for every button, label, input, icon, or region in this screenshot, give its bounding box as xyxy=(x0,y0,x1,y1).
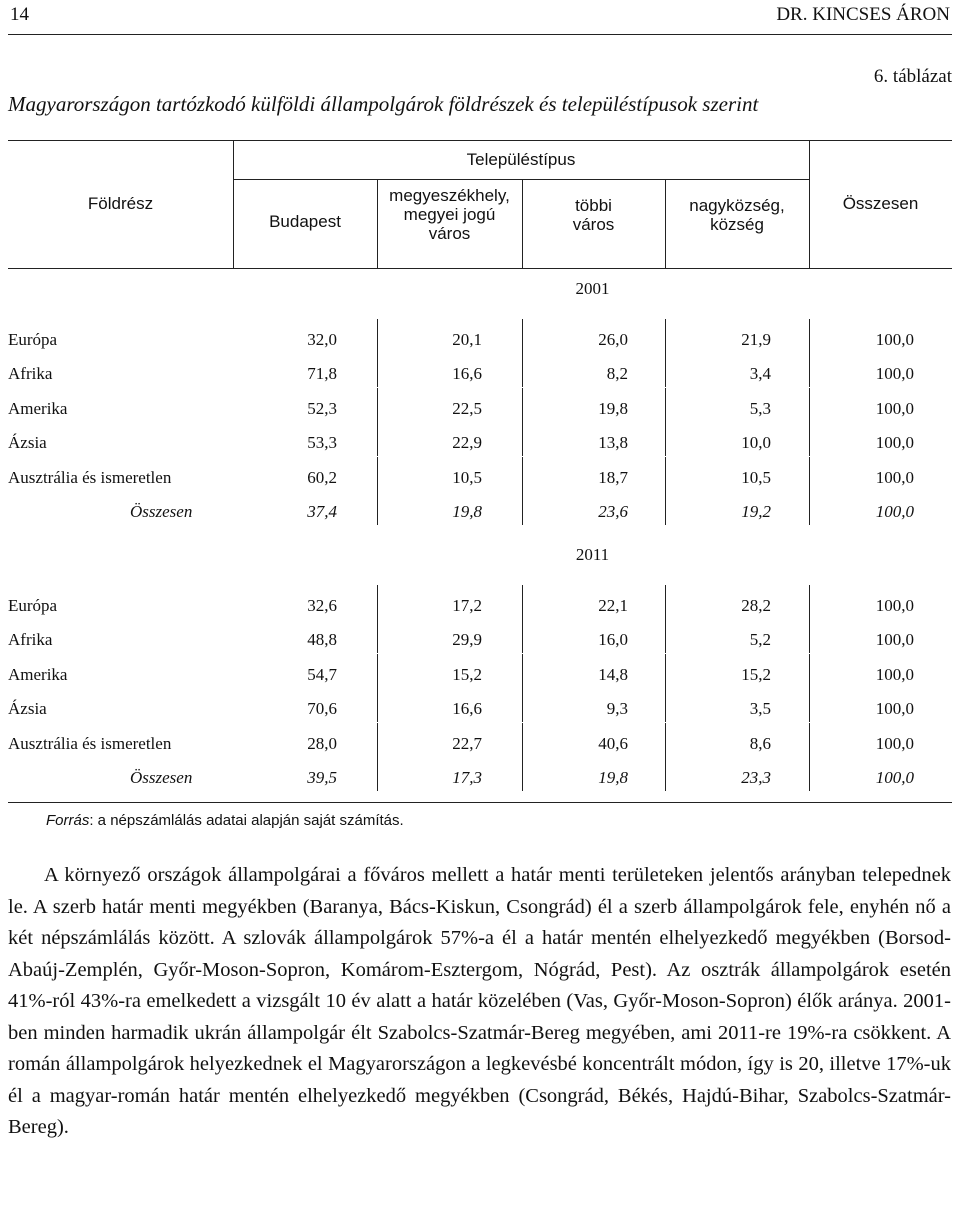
col-header-other-town: többi város xyxy=(572,196,615,234)
table-cell: 100,0 xyxy=(875,664,914,684)
table-cell: 15,2 xyxy=(741,664,771,684)
table-cell: 13,8 xyxy=(598,433,628,453)
cell-divider xyxy=(809,757,810,791)
cell-divider xyxy=(522,757,523,791)
cell-divider xyxy=(522,457,523,491)
cell-divider xyxy=(665,388,666,422)
table-cell: 22,5 xyxy=(452,398,482,418)
table-cell: 9,3 xyxy=(606,699,628,719)
cell-divider xyxy=(522,388,523,422)
table-cell: 100,0 xyxy=(875,630,914,650)
cell-divider xyxy=(522,619,523,653)
cell-divider xyxy=(665,319,666,353)
total-cell: 100,0 xyxy=(875,768,914,787)
table-cell: 3,4 xyxy=(749,364,771,384)
table-cell: 100,0 xyxy=(875,433,914,453)
table-cell: 70,6 xyxy=(307,699,337,719)
table-cell: 29,9 xyxy=(452,630,482,650)
table-cell: 21,9 xyxy=(741,330,771,349)
cell-divider xyxy=(665,491,666,525)
cell-divider xyxy=(377,723,378,757)
cell-divider xyxy=(665,457,666,491)
row-label: Afrika xyxy=(8,630,53,650)
cell-divider xyxy=(377,457,378,491)
table-cell: 22,1 xyxy=(598,596,628,615)
page-number: 14 xyxy=(10,4,29,25)
cell-divider xyxy=(809,654,810,688)
total-cell: 19,8 xyxy=(452,502,482,521)
cell-divider xyxy=(665,353,666,387)
table-cell: 15,2 xyxy=(452,664,482,684)
table-cell: 48,8 xyxy=(307,630,337,650)
cell-divider xyxy=(665,723,666,757)
cell-divider xyxy=(665,422,666,456)
col-header-county-seat: megyeszékhely, megyei jogú város xyxy=(389,186,510,243)
table-cell: 8,2 xyxy=(606,364,628,384)
total-cell: 23,3 xyxy=(741,768,771,787)
total-cell: 39,5 xyxy=(307,768,337,787)
row-label: Amerika xyxy=(8,398,68,418)
cell-divider xyxy=(665,619,666,653)
cell-divider xyxy=(377,353,378,387)
table-cell: 16,0 xyxy=(598,630,628,650)
cell-divider xyxy=(665,654,666,688)
table-top-rule xyxy=(8,140,952,141)
table-cell: 100,0 xyxy=(875,467,914,487)
cell-divider xyxy=(809,491,810,525)
row-label: Ausztrália és ismeretlen xyxy=(8,733,172,753)
cell-divider xyxy=(377,757,378,791)
total-cell: 19,2 xyxy=(741,502,771,521)
header-rule xyxy=(8,34,952,35)
total-cell: 23,6 xyxy=(598,502,628,521)
table-cell: 17,2 xyxy=(452,596,482,615)
table-cell: 22,9 xyxy=(452,433,482,453)
col-header-total: Összesen xyxy=(842,194,919,213)
table-cell: 3,5 xyxy=(749,699,771,719)
table-cell: 10,0 xyxy=(741,433,771,453)
cell-divider xyxy=(522,353,523,387)
table-cell: 19,8 xyxy=(598,398,628,418)
table-cell: 54,7 xyxy=(307,664,337,684)
year-label: 2011 xyxy=(575,545,610,564)
cell-divider xyxy=(377,319,378,353)
cell-divider xyxy=(665,757,666,791)
total-row-label: Összesen xyxy=(130,768,193,787)
cell-divider xyxy=(665,688,666,722)
table-cell: 100,0 xyxy=(875,330,914,349)
cell-divider xyxy=(665,585,666,619)
table-cell: 22,7 xyxy=(452,733,482,753)
row-label: Ázsia xyxy=(8,433,47,453)
group-underline xyxy=(233,179,809,180)
cell-divider xyxy=(809,422,810,456)
cell-divider xyxy=(377,654,378,688)
table-cell: 5,3 xyxy=(749,398,771,418)
source-label: Forrás xyxy=(46,812,90,829)
cell-divider xyxy=(809,688,810,722)
table-cell: 40,6 xyxy=(598,733,628,753)
table-cell: 10,5 xyxy=(452,467,482,487)
cell-divider xyxy=(377,388,378,422)
table-cell: 100,0 xyxy=(875,364,914,384)
cell-divider xyxy=(522,688,523,722)
cell-divider xyxy=(809,723,810,757)
col-header-village: nagyközség, község xyxy=(689,196,785,234)
table-cell: 60,2 xyxy=(307,467,337,487)
total-cell: 100,0 xyxy=(875,502,914,521)
table-bottom-rule xyxy=(8,802,952,803)
total-cell: 17,3 xyxy=(452,768,482,787)
cell-divider xyxy=(809,457,810,491)
row-label: Ausztrália és ismeretlen xyxy=(8,467,172,487)
table-cell: 32,0 xyxy=(307,330,337,349)
cell-divider xyxy=(809,585,810,619)
table-cell: 32,6 xyxy=(307,596,337,615)
table-cell: 10,5 xyxy=(741,467,771,487)
table-cell: 100,0 xyxy=(875,733,914,753)
col-header-group: Településtípus xyxy=(466,150,576,169)
table-source xyxy=(46,812,404,829)
cell-divider xyxy=(522,422,523,456)
body-paragraph: A környező országok állampolgárai a főváros mellett a határ menti területeken jelentős arányban telepednek le. A szerb határ menti megyékben (Baranya, Bács-Kiskun, Csongrád) él a szerb állampolgárok fele, enyhén nő a két népszámlálás között. A szlovák állampolgárok 57%-a él a határ mentén elhelyezkedő megyékben (Borsod-Abaúj-Zemplén, Győr-Moson-Sopron, Komárom-Esztergom, Nógrád, Pest). Az osztrák állampolgárok esetén 41%-ról 43%-ra emelkedett a vizsgált 10 év alatt a határ közelében (Vas, Győr-Moson-Sopron) élők aránya. 2001-ben minden harmadik ukrán állampolgár élt Szabolcs-Szatmár-Bereg megyében, ami 2011-re 19%-ra csökkent. A román állampolgárok helyezkednek el Magyarországon a legkevésbé koncentrált módon, így is 20, illetve 17%-uk él a magyar-román határ mentén elhelyezkedő megyékben (Csongrád, Békés, Hajdú-Bihar, Szabolcs-Szatmár-Bereg). xyxy=(8,864,951,1138)
cell-divider xyxy=(377,688,378,722)
row-label: Ázsia xyxy=(8,699,47,719)
cell-divider xyxy=(377,585,378,619)
table-cell: 100,0 xyxy=(875,596,914,615)
table-cell: 28,2 xyxy=(741,596,771,615)
header-bottom-rule xyxy=(8,268,952,269)
total-cell: 19,8 xyxy=(598,768,628,787)
cell-divider xyxy=(522,491,523,525)
year-label: 2001 xyxy=(575,279,610,298)
table-cell: 100,0 xyxy=(875,398,914,418)
table-cell: 28,0 xyxy=(307,733,337,753)
table-cell: 16,6 xyxy=(452,364,482,384)
cell-divider xyxy=(377,422,378,456)
table-cell: 5,2 xyxy=(749,630,771,650)
running-author: DR. KINCSES ÁRON xyxy=(776,4,950,25)
table-cell: 71,8 xyxy=(307,364,337,384)
cell-divider xyxy=(809,353,810,387)
cell-divider xyxy=(522,319,523,353)
table-cell: 52,3 xyxy=(307,398,337,418)
table-title: Magyarországon tartózkodó külföldi állampolgárok földrészek és településtípusok szerint xyxy=(8,92,759,116)
table-cell: 14,8 xyxy=(598,664,628,684)
table-cell: 53,3 xyxy=(307,433,337,453)
cell-divider xyxy=(809,319,810,353)
table-cell: 8,6 xyxy=(749,733,771,753)
cell-divider xyxy=(809,388,810,422)
cell-divider xyxy=(522,654,523,688)
table-cell: 16,6 xyxy=(452,699,482,719)
col-header-region: Földrész xyxy=(87,194,154,213)
row-label: Afrika xyxy=(8,364,53,384)
row-label: Európa xyxy=(8,330,58,349)
source-text: : a népszámlálás adatai alapján saját számítás. xyxy=(89,812,404,829)
table-cell: 18,7 xyxy=(598,467,628,487)
row-label: Amerika xyxy=(8,664,68,684)
cell-divider xyxy=(377,619,378,653)
table-cell: 100,0 xyxy=(875,699,914,719)
table-number: 6. táblázat xyxy=(873,66,952,87)
cell-divider xyxy=(377,491,378,525)
cell-divider xyxy=(522,585,523,619)
total-row-label: Összesen xyxy=(130,502,193,521)
row-label: Európa xyxy=(8,596,58,615)
total-cell: 37,4 xyxy=(307,502,337,521)
table-cell: 20,1 xyxy=(452,330,482,349)
table-cell: 26,0 xyxy=(598,330,628,349)
col-header-budapest: Budapest xyxy=(269,212,341,231)
cell-divider xyxy=(522,723,523,757)
cell-divider xyxy=(809,619,810,653)
